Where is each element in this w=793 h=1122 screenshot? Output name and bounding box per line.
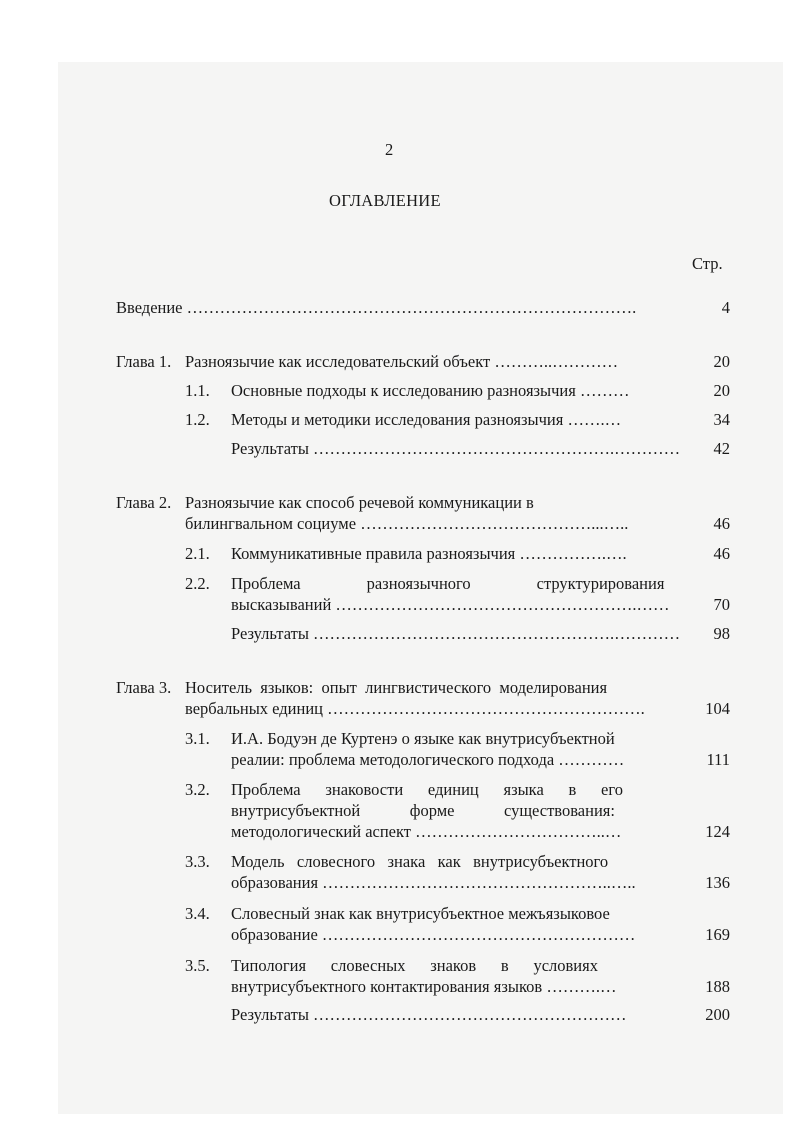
toc-entry-results-3[interactable] [231,1005,627,1025]
page-title: ОГЛАВЛЕНИЕ [329,191,441,210]
toc-leader-dots: …………………………………………………. [327,699,645,718]
toc-entry-section-3-3-line-1[interactable]: Модель словесного знака как внутрисубъектного [231,852,609,871]
toc-page-number: 111 [706,750,730,769]
toc-page-number: 169 [705,925,730,944]
toc-section-number: 2.1. [185,544,210,563]
toc-page-number: 20 [713,381,730,400]
toc-leader-dots: ……………………………………………..….. [322,873,636,892]
toc-leader-dots: …………….…. [519,544,627,563]
toc-chapter-label: Глава 3. [116,678,172,697]
toc-chapter-label: Глава 2. [116,493,172,512]
toc-page-number: 42 [713,439,730,458]
toc-leader-dots: ………… [558,750,625,769]
toc-page-number: 136 [705,873,730,892]
toc-page-number: 200 [705,1005,730,1024]
toc-section-number: 1.1. [185,381,210,400]
toc-entry-title: образования [231,873,319,892]
toc-entry-title: Введение [116,298,183,317]
toc-entry-chapter-2-line-2[interactable] [185,514,628,534]
toc-entry-section-3-2-line-3[interactable] [231,822,621,842]
toc-entry-chapter-3-line-2[interactable] [185,699,645,719]
toc-page-number: 4 [721,298,730,317]
toc-page-number: 98 [713,624,730,643]
toc-entry-title: Разноязычие как исследовательский объект [185,352,491,371]
toc-section-number: 3.5. [185,956,210,975]
toc-entry-section-2-2-line-1[interactable]: Проблема разноязычного структурирования [231,574,665,593]
toc-page-number: 70 [713,595,730,614]
toc-entry-section-3-4-line-2[interactable] [231,925,635,945]
toc-entry-section-3-1-line-1[interactable]: И.А. Бодуэн де Куртенэ о языке как внутрисубъектной [231,729,615,748]
toc-entry-section-3-2-line-1[interactable]: Проблема знаковости единиц языка в его [231,780,623,799]
toc-entry-section-3-1-line-2[interactable] [231,750,624,770]
toc-entry-title: Методы и методики исследования разноязычия [231,410,564,429]
toc-leader-dots: ……… [579,381,630,400]
toc-entry-title: высказываний [231,595,332,614]
toc-entry-section-3-3-line-2[interactable] [231,873,636,893]
toc-leader-dots: ……………………………………...….. [360,514,629,533]
toc-leader-dots: ……….… [546,977,617,996]
toc-page-number: 46 [713,544,730,563]
toc-page-number: 104 [705,699,730,718]
toc-entry-title: методологический аспект [231,822,412,841]
toc-entry-section-3-5-line-2[interactable] [231,977,616,997]
toc-section-number: 3.2. [185,780,210,799]
toc-entry-title: образование [231,925,318,944]
toc-entry-title: внутрисубъектного контактирования языков [231,977,543,996]
toc-entry-results-1[interactable] [231,439,680,459]
toc-page-number: 124 [705,822,730,841]
toc-leader-dots: ……………………………………………….………… [313,439,681,458]
toc-entry-section-2-2-line-2[interactable] [231,595,670,615]
toc-leader-dots: ……………………………………………….…… [335,595,670,614]
page-column-header: Стр. [692,254,723,273]
toc-entry-section-1-2[interactable] [231,410,621,430]
toc-leader-dots: ………………………………………………………………………. [186,298,637,317]
toc-entry-title: билингвальном социуме [185,514,357,533]
toc-entry-chapter-3-line-1[interactable]: Носитель языков: опыт лингвистического моделирования [185,678,608,697]
toc-entry-intro[interactable] [116,298,636,318]
toc-entry-section-2-1[interactable] [231,544,627,564]
toc-leader-dots: ………………………………………………… [313,1005,627,1024]
toc-entry-chapter-2-line-1[interactable]: Разноязычие как способ речевой коммуникации в [185,493,534,512]
toc-entry-title: Результаты [231,1005,309,1024]
toc-entry-chapter-1[interactable] [185,352,618,372]
toc-leader-dots: ………..………… [494,352,619,371]
toc-section-number: 2.2. [185,574,210,593]
toc-leader-dots: …….… [567,410,622,429]
toc-section-number: 1.2. [185,410,210,429]
toc-chapter-label: Глава 1. [116,352,172,371]
toc-entry-section-1-1[interactable] [231,381,629,401]
toc-entry-title: Основные подходы к исследованию разноязычия [231,381,576,400]
toc-section-number: 3.1. [185,729,210,748]
toc-section-number: 3.3. [185,852,210,871]
toc-entry-title: Результаты [231,624,309,643]
toc-entry-title: реалии: проблема методологического подхода [231,750,555,769]
toc-leader-dots: ……………………………………………….………… [313,624,681,643]
toc-page-number: 188 [705,977,730,996]
toc-entry-title: Результаты [231,439,309,458]
toc-page-number: 34 [713,410,730,429]
toc-entry-section-3-2-line-2[interactable]: внутрисубъектной форме существования: [231,801,615,820]
toc-entry-section-3-4-line-1[interactable]: Словесный знак как внутрисубъектное межъязыковое [231,904,610,923]
page-number: 2 [385,140,394,159]
toc-page-number: 20 [713,352,730,371]
toc-entry-title: вербальных единиц [185,699,324,718]
toc-entry-title: Коммуникативные правила разноязычия [231,544,516,563]
toc-entry-section-3-5-line-1[interactable]: Типология словесных знаков в условиях [231,956,598,975]
toc-section-number: 3.4. [185,904,210,923]
toc-page-number: 46 [713,514,730,533]
toc-entry-results-2[interactable] [231,624,680,644]
toc-leader-dots: ………………………………………………… [321,925,636,944]
toc-leader-dots: ……………………………..… [415,822,622,841]
